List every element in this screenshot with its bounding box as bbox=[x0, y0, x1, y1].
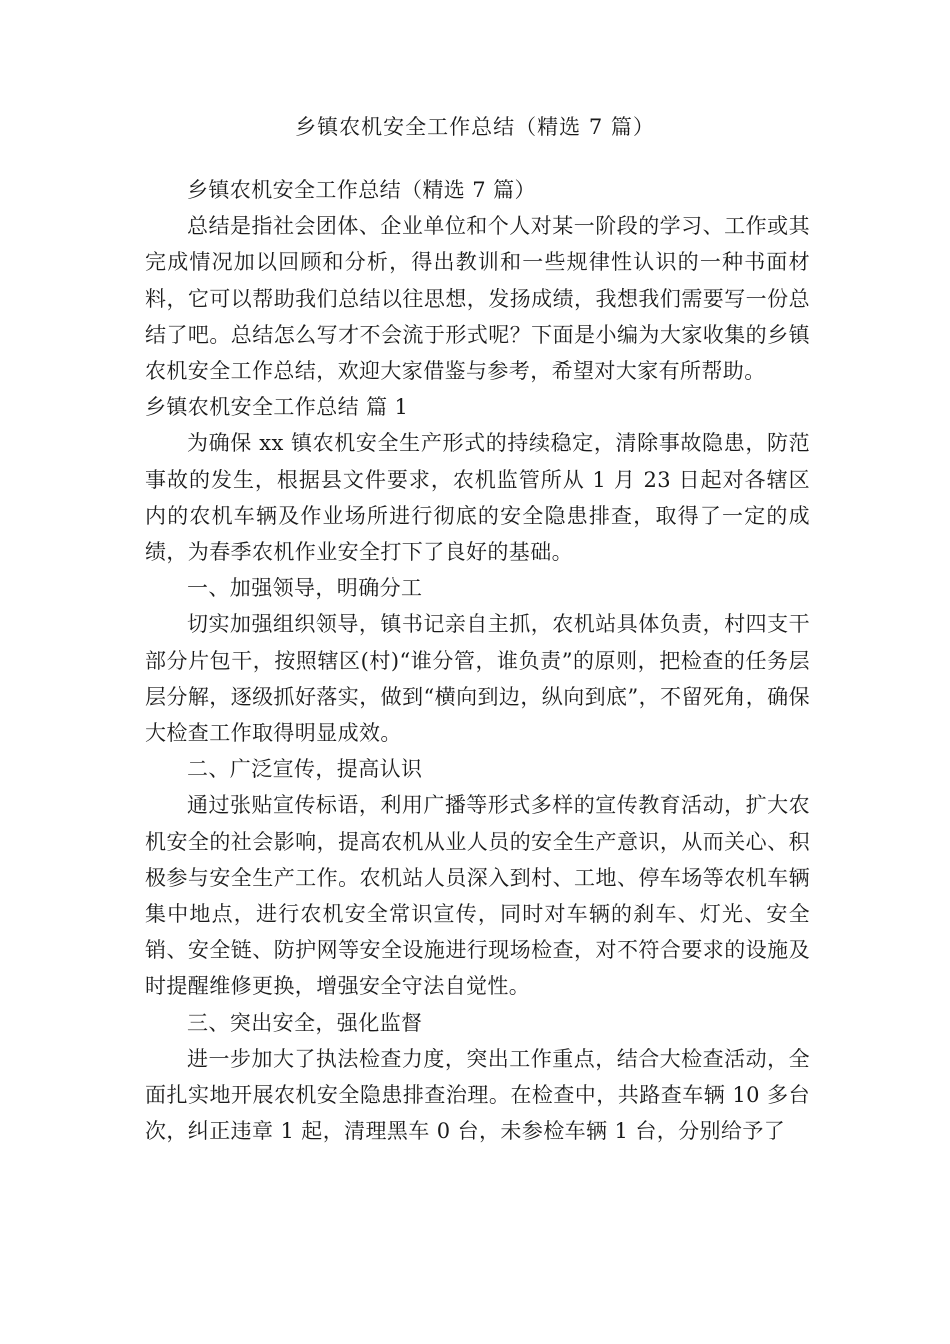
paragraph: 进一步加大了执法检查力度，突出工作重点，结合大检查活动，全面扎实地开展农机安全隐患排查治理。在检查中，共路查车辆 10 多台次，纠正违章 1 起，清理黑车 0 台，未参检车辆 1 台，分别给予了 bbox=[145, 1046, 810, 1144]
document-title: 乡镇农机安全工作总结（精选 7 篇） bbox=[295, 115, 655, 139]
section-heading: 乡镇农机安全工作总结 篇 1 bbox=[145, 395, 409, 420]
paragraph: 乡镇农机安全工作总结（精选 7 篇） bbox=[187, 178, 536, 202]
paragraph: 总结是指社会团体、企业单位和个人对某一阶段的学习、工作或其完成情况加以回顾和分析，得出教训和一些规律性认识的一种书面材料，它可以帮助我们总结以往思想，发扬成绩，我想我们需要写一份总结了吧。总结怎么写才不会流于形式呢？下面是小编为大家收集的乡镇农机安全工作总结，欢迎大家借鉴与参考，希望对大家有所帮助。 bbox=[145, 214, 810, 384]
subheading: 三、突出安全，强化监督 bbox=[187, 1010, 423, 1035]
paragraph: 为确保 xx 镇农机安全生产形式的持续稳定，清除事故隐患，防范事故的发生，根据县文件要求，农机监管所从 1 月 23 日起对各辖区内的农机车辆及作业场所进行彻底的安全隐患排查，取得了一定的成绩，为春季农机作业安全打下了良好的基础。 bbox=[145, 431, 810, 565]
subheading: 二、广泛宣传，提高认识 bbox=[187, 757, 423, 782]
document-body bbox=[145, 172, 810, 1149]
paragraph: 切实加强组织领导，镇书记亲自主抓，农机站具体负责，村四支干部分片包干，按照辖区(村)“谁分管，谁负责”的原则，把检查的任务层层分解，逐级抓好落实，做到“横向到边，纵向到底”，不留死角，确保大检查工作取得明显成效。 bbox=[145, 612, 810, 746]
subheading: 一、加强领导，明确分工 bbox=[187, 576, 423, 601]
paragraph: 通过张贴宣传标语，利用广播等形式多样的宣传教育活动，扩大农机安全的社会影响，提高农机从业人员的安全生产意识，从而关心、积极参与安全生产工作。农机站人员深入到村、工地、停车场等农机车辆集中地点，进行农机安全常识宣传，同时对车辆的刹车、灯光、安全销、安全链、防护网等安全设施进行现场检查，对不符合要求的设施及时提醒维修更换，增强安全守法自觉性。 bbox=[145, 793, 810, 999]
